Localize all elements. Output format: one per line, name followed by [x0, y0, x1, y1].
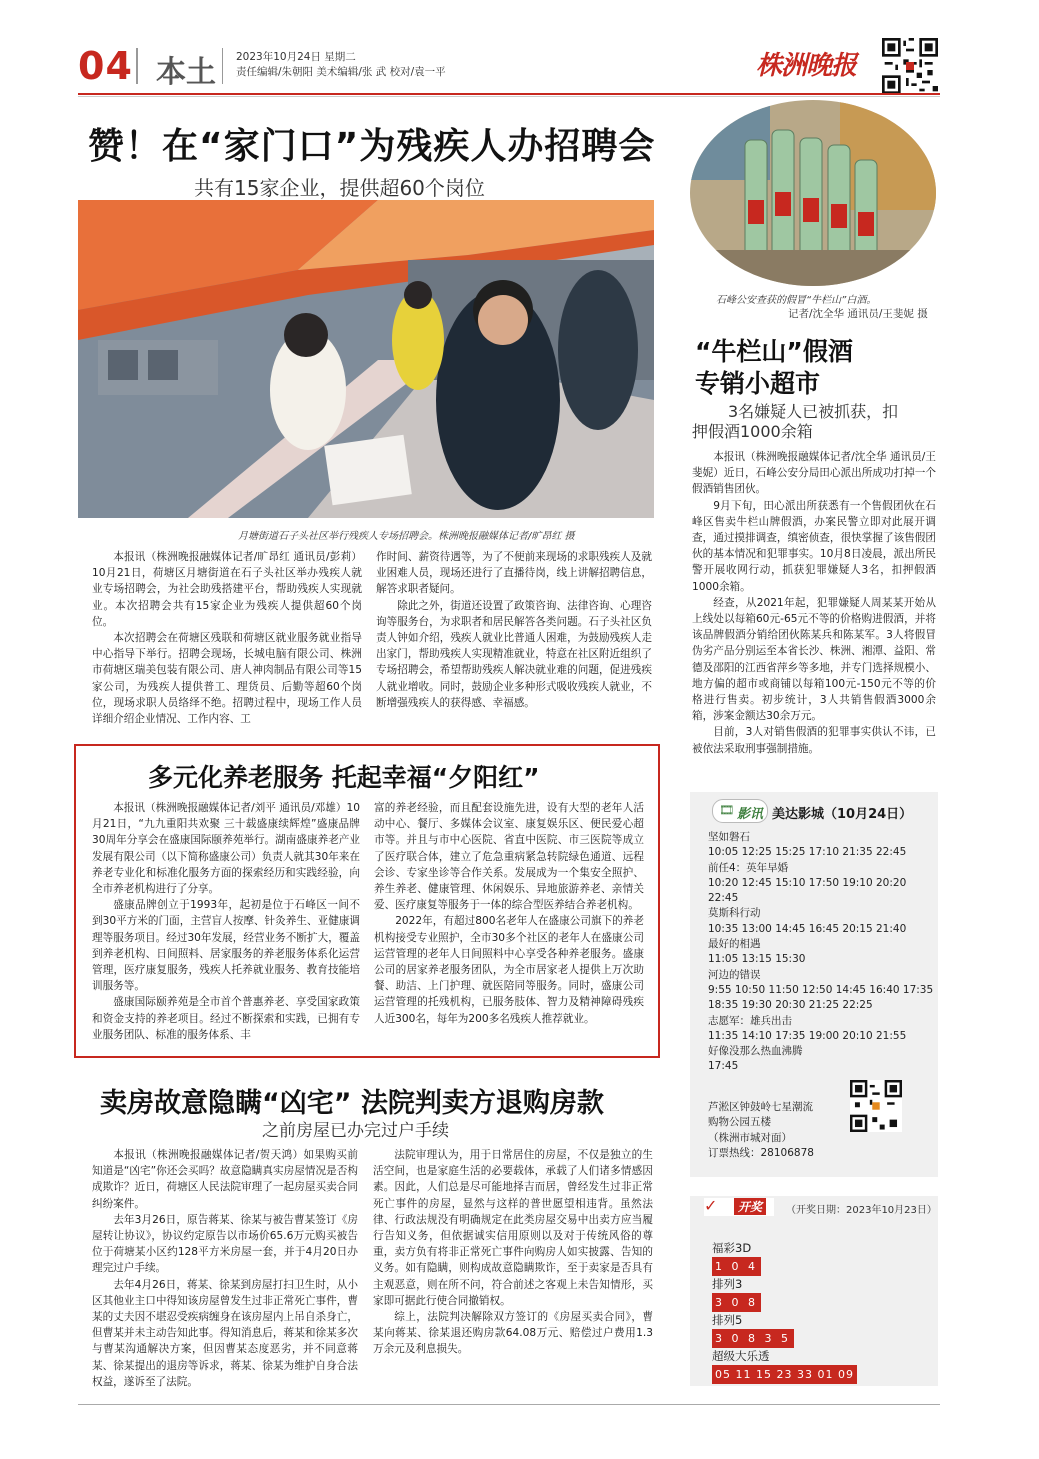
footer-rule [78, 1404, 940, 1405]
article1-subheadline: 共有15家企业，提供超60个岗位 [194, 176, 485, 200]
paragraph: 本报讯（株洲晚报融媒体记者/沈全华 通讯员/王斐妮）近日，石峰公安分局田心派出所成功打掉一个假酒销售团伙。 [692, 451, 936, 496]
paragraph: 作时间、薪资待遇等，为了不便前来现场的求职残疾人及就业困难人员，现场还进行了直播待岗，线上讲解招聘信息，解答求职者疑问。 [376, 551, 652, 596]
article3-headline: 卖房故意隐瞒“凶宅” 法院判卖方退购房款 [100, 1088, 604, 1119]
film-name: 前任4：英年早婚 [708, 861, 789, 874]
article2-column2 [374, 800, 644, 1027]
paragraph: 目前，3人对销售假酒的犯罪事实供认不讳，已被依法采取刑事强制措施。 [692, 726, 936, 755]
lottery-numbers: 3 0 8 [712, 1293, 761, 1312]
film-reel-icon: 🎞 [719, 803, 735, 817]
film-times: 10:20 12:45 15:10 17:50 19:10 20:20 22:45 [708, 876, 907, 905]
cinema-badge [712, 799, 768, 823]
newspaper-logo: 株洲晚报 [756, 51, 857, 81]
address-line: 购物公园五楼 [708, 1116, 771, 1129]
article2-headline: 多元化养老服务 托起幸福“夕阳红” [148, 763, 540, 792]
page-number: 04 [78, 44, 133, 88]
article2-column1 [92, 800, 360, 1043]
article4-subheadline-line2: 押假酒1000余箱 [692, 422, 813, 441]
paragraph: 富的养老经验，而且配套设施先进，设有大型的老年人活动中心、餐厅、多媒体会议室、康复娱乐区、便民爱心超市等。并且与市中心医院、省直中医院、市三医院等成立了医疗联合体，建立了危急重病紧急转院绿色通道、远程会诊、专家坐诊等合作关系。发展成为一个集安全照护、养生养老、健康管理、休闲娱乐、异地旅游养老、亲情关爱、医疗康复等服务于一体的综合型医养结合养老机构。 [374, 802, 644, 912]
article4-headline-line2: 专销小超市 [695, 369, 821, 398]
lottery-name: 排列3 [712, 1277, 743, 1291]
film-times: 10:05 12:25 15:25 17:10 21:35 22:45 [708, 846, 907, 859]
lottery-badge [704, 1198, 774, 1216]
film-name: 莫斯科行动 [708, 907, 761, 920]
film-name: 好像没那么热血沸腾 [708, 1045, 803, 1058]
lottery-numbers: 05 11 15 23 33 01 09 [712, 1365, 857, 1384]
paragraph: 9月下旬，田心派出所获悉有一个售假团伙在石峰区售卖牛栏山牌假酒，办案民警立即对此展开调查，通过摸排调查，缜密侦查，很快掌握了该售假团伙的基本情况和犯罪事实。10月8日凌晨，派出所民警开展收网行动，抓获犯罪嫌疑人3名，扣押假酒1000余箱。 [692, 499, 936, 593]
film-times: 17:45 [708, 1060, 739, 1073]
paragraph: 本次招聘会在荷塘区残联和荷塘区就业服务就业指导中心指导下举行。招聘会现场，长城电脑有限公司、株洲市荷塘区瑞美包装有限公司、唐人神肉制品有限公司等15家公司，为残疾人提供普工、理货员、后勤等超60个岗位，现场求职人员络绎不绝。招聘过程中，现场工作人员详细介绍企业情况、工作内容、工 [92, 632, 362, 726]
film-times: 9:55 10:50 11:50 12:50 14:45 16:40 17:35 18:35 19:30 20:30 21:25 22:25 [708, 983, 934, 1012]
paragraph: 除此之外，街道还设置了政策咨询、法律咨询、心理咨询等服务台，为求职者和居民解答各类问题。石子头社区负责人钟如介绍，残疾人就业比普通人困难，为鼓励残疾人走出家门，帮助残疾人实现精准就业，特意在社区附近组织了专场招聘会，希望帮助残疾人解决就业难的问题，促进残疾人就业增收。同时，鼓励企业多种形式吸收残疾人就业，不断增强残疾人的获得感、幸福感。 [376, 599, 652, 709]
lottery-numbers: 1 0 4 [712, 1257, 761, 1276]
date-line: 2023年10月24日 星期二 [236, 51, 356, 63]
divider [222, 48, 223, 84]
job-fair-photo [78, 200, 654, 518]
fake-liquor-photo [690, 100, 936, 286]
editors-line: 责任编辑/朱朝阳 美术编辑/张 武 校对/袁一平 [236, 66, 446, 78]
article4-photo-caption: 石峰公安查获的假冒“牛栏山”白酒。 [716, 295, 877, 306]
paragraph: 去年3月26日，原告蒋某、徐某与被告曹某签订《房屋转让协议》，协议约定原告以市场价65.6万元购买被告位于荷塘某小区约128平方米房屋一套，并于4月20日办理完过户手续。 [92, 1213, 358, 1275]
paragraph: 综上，法院判决解除双方签订的《房屋买卖合同》，曹某向蒋某、徐某退还购房款64.08万元、赔偿过户费用1.3万余元及利息损失。 [373, 1311, 653, 1356]
cinema-qr-code-icon [850, 1080, 902, 1132]
fake-liquor-photo-illustration [690, 100, 936, 286]
qr-code-icon [882, 38, 938, 94]
article1-photo-caption: 月塘街道石子头社区举行残疾人专场招聘会。株洲晚报融媒体记者/旷昂红 摄 [238, 531, 575, 542]
check-icon: ✓ [704, 1196, 718, 1215]
cinema-address [708, 1100, 848, 1161]
address-line: （株洲市城对面） [708, 1131, 792, 1144]
paragraph: 经查，从2021年起，犯罪嫌疑人周某某开始从上线处以每箱60元-65元不等的价格购进假酒，并将该品牌假酒分销给团伙陈某兵和陈某军。3人将假冒伪劣产品分别运至本省长沙、株洲、湘潭、益阳、常德及邵阳的江西省萍乡等多地，并专门选择规模小、地方偏的超市或商铺以每箱100元-150元不等的价格进行售卖。初步统计，3人共销售假酒3000余箱，涉案金额达30余万元。 [692, 596, 936, 723]
lottery-badge-label: 开奖 [734, 1198, 766, 1215]
cinema-badge-label: 影讯 [737, 807, 764, 822]
paragraph: 盛康品牌创立于1993年，起初是位于石峰区一间不到30平方米的门面，主营盲人按摩、针灸养生、亚健康调理等服务项目。经过30年发展，经营业务不断扩大，覆盖到养老机构、日间照料、居家服务的养老服务体系化运营管理，医疗康复服务，残疾人托养就业服务、教育技能培训服务等。 [92, 899, 360, 993]
job-fair-photo-illustration [78, 200, 654, 518]
paragraph: 本报讯（株洲晚报融媒体记者/旷昂红 通讯员/彭莉）10月21日，荷塘区月塘街道在石子头社区举办残疾人就业专场招聘会，为社会助残搭建平台，帮助残疾人实现就业。本次招聘会共有15家企业为残疾人提供超60个岗位。 [92, 551, 362, 628]
article3-column1 [92, 1147, 358, 1390]
paragraph: 本报讯（株洲晚报融媒体记者/刘平 通讯员/邓雄）10月21日，“九九重阳共欢聚 三十载盛康续辉煌”盛康品牌30周年分享会在盛康国际颐养苑举行。湖南盛康养老产业发展有限公司（以下简称盛康公司）负责人就其30年来在养老专业化和标准化服务方面的探索经历和实践经验，向全市养老机构进行了分享。 [92, 802, 360, 896]
lottery-date: （开奖日期：2023年10月23日） [786, 1205, 937, 1216]
article1-headline: 赞！在“家门口”为残疾人办招聘会 [88, 126, 656, 167]
film-name: 河边的错误 [708, 968, 761, 981]
lottery-name: 福彩3D [712, 1241, 752, 1255]
article3-subheadline: 之前房屋已办完过户手续 [262, 1121, 449, 1141]
header-meta [236, 50, 446, 80]
paragraph: 本报讯（株洲晚报融媒体记者/贺天鸿）如果购买前知道是“凶宅”你还会买吗？故意隐瞒真实房屋情况是否构成欺诈？近日，荷塘区人民法院审理了一起房屋买卖合同纠纷案件。 [92, 1149, 358, 1210]
header-rule-thin [78, 96, 940, 97]
article4-subheadline [692, 402, 898, 442]
paragraph: 去年4月26日，蒋某、徐某到房屋打扫卫生时，从小区其他业主口中得知该房屋曾发生过非正常死亡事件，曹某的丈夫因不堪忍受疾病缠身在该房屋内上吊自杀身亡，但曹某并未主动告知此事。得知消息后，蒋某和徐某多次与曹某沟通解决方案，但因曹某态度恶劣，并不同意蒋某、徐某提出的退房等诉求，蒋某、徐某为维护自身合法权益，遂诉至了法院。 [92, 1278, 358, 1388]
article3-column2 [373, 1147, 653, 1358]
film-name: 坚如磐石 [708, 831, 750, 843]
article4-body [692, 449, 936, 757]
paragraph: 2022年，有超过800名老年人在盛康公司旗下的养老机构接受专业照护，全市30多个社区的老年人在盛康公司运营管理的老年人日间照料中心享受各种养老服务。盛康公司的居家养老服务团队，为全市居家老人提供上万次助餐、助洁、上门护理、就医陪同等服务。同时，盛康公司运营管理的托残机构，已服务肢体、智力及精神障碍残疾人近300名，每年为200多名残疾人推荐就业。 [374, 915, 644, 1025]
section-title: 本土 [156, 55, 216, 90]
booking-phone: 订票热线：28106878 [708, 1146, 814, 1159]
film-list [708, 830, 934, 1075]
lottery-list [712, 1240, 857, 1384]
cinema-title: 美达影城（10月24日） [772, 807, 913, 822]
lottery-name: 排列5 [712, 1313, 743, 1327]
film-name: 志愿军：雄兵出击 [708, 1014, 792, 1027]
film-times: 10:35 13:00 14:45 16:45 20:15 21:40 [708, 922, 907, 935]
article4-subheadline-line1: 3名嫌疑人已被抓获，扣 [728, 402, 899, 421]
article4-photo-credit: 记者/沈全华 通讯员/王斐妮 摄 [788, 308, 928, 320]
film-times: 11:35 14:10 17:35 19:00 20:10 21:55 [708, 1029, 907, 1042]
lottery-numbers: 3 0 8 3 5 [712, 1329, 794, 1348]
address-line: 芦淞区钟鼓岭七星潮流 [708, 1101, 813, 1113]
film-name: 最好的相遇 [708, 938, 761, 951]
divider [136, 48, 138, 84]
header-rule [78, 93, 940, 95]
article4-headline [695, 336, 853, 400]
film-times: 11:05 13:15 15:30 [708, 953, 806, 966]
paragraph: 盛康国际颐养苑是全市首个普惠养老、享受国家政策和资金支持的养老项目。经过不断探索和实践，已拥有专业服务团队、标准的服务体系、丰 [92, 996, 360, 1041]
lottery-name: 超级大乐透 [712, 1349, 770, 1363]
article4-headline-line1: “牛栏山”假酒 [695, 337, 853, 366]
paragraph: 法院审理认为，用于日常居住的房屋，不仅是独立的生活空间，也是家庭生活的必要载体，承载了人们诸多情感因素。因此，人们总是尽可能地择吉而居，曾经发生过非正常死亡事件的房屋，显然与这样的普世愿望相违背。虽然法律、行政法规没有明确规定在此类房屋交易中出卖方应当履行告知义务，但依据诚实信用原则以及对于传统风俗的尊重，卖方负有将非正常死亡事件向购房人如实披露、告知的义务。如有隐瞒，则构成故意隐瞒欺诈，至于卖家是否具有主观恶意，则在所不问，符合前述之客观上未告知情形，买家即可据此行使合同撤销权。 [373, 1149, 653, 1307]
article1-column2 [376, 549, 652, 711]
article1-column1 [92, 549, 362, 727]
